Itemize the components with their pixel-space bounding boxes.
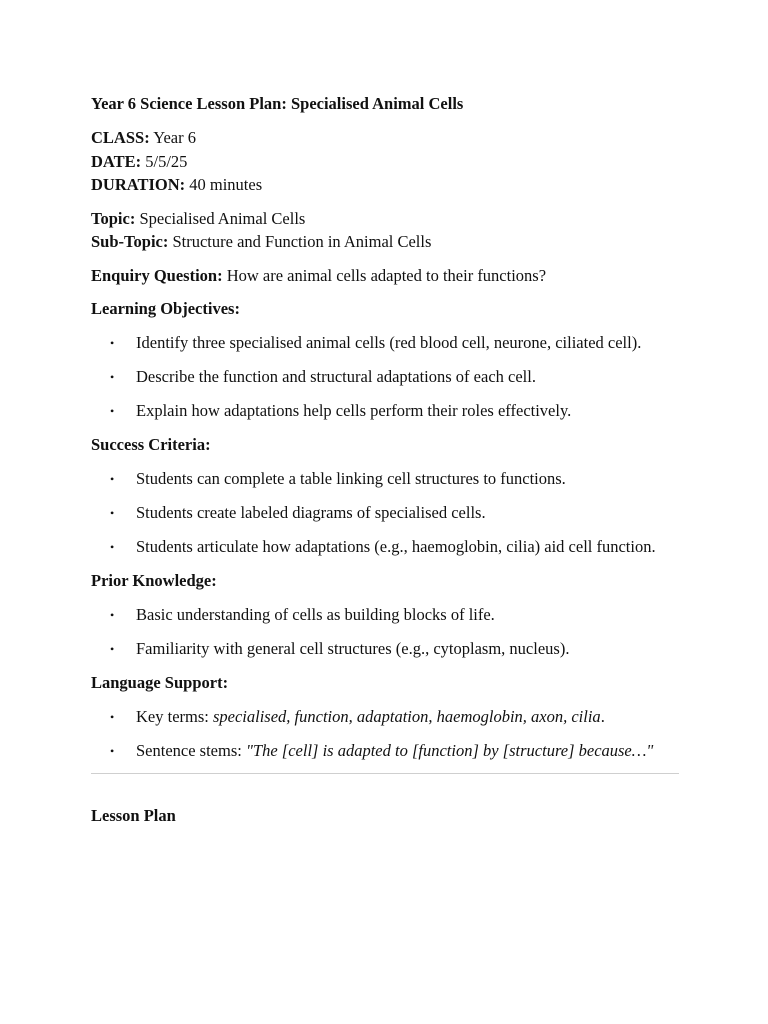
class-label: CLASS: <box>91 128 150 147</box>
learning-objectives-heading: Learning Objectives: <box>91 299 240 318</box>
duration-label: DURATION: <box>91 175 186 194</box>
lesson-plan-heading: Lesson Plan <box>91 806 176 825</box>
bullet-icon: • <box>110 608 115 622</box>
list-item-text: Students articulate how adaptations (e.g., haemoglobin, cilia) aid cell function. <box>136 537 656 556</box>
list-item-text: Basic understanding of cells as building blocks of life. <box>136 605 495 624</box>
duration-value: 40 minutes <box>185 175 263 194</box>
list-item-text: Identify three specialised animal cells (red blood cell, neurone, ciliated cell). <box>136 333 642 352</box>
language-support-heading: Language Support: <box>91 673 229 692</box>
bullet-icon: • <box>110 506 115 520</box>
date-row <box>91 150 679 174</box>
list-item <box>91 535 679 559</box>
date-label: DATE: <box>91 151 142 171</box>
list-item-text: Explain how adaptations help cells perform their roles effectively. <box>136 401 572 420</box>
list-item <box>91 331 679 355</box>
date-value: 5/5/25 <box>141 151 188 171</box>
success-criteria-list <box>91 467 679 559</box>
bullet-icon: • <box>110 472 115 486</box>
subtopic-value: Structure and Function in Animal Cells <box>168 232 432 251</box>
class-info <box>91 126 679 197</box>
list-item <box>91 365 679 389</box>
document-title: Year 6 Science Lesson Plan: Specialised Animal Cells <box>91 94 464 113</box>
class-row <box>91 126 679 150</box>
class-value: Year 6 <box>149 128 196 147</box>
list-item-text: Familiarity with general cell structures (e.g., cytoplasm, nucleus). <box>136 639 570 658</box>
list-item <box>91 399 679 423</box>
enquiry-question <box>91 264 679 288</box>
bullet-icon: • <box>110 370 115 384</box>
lesson-plan-document <box>91 92 679 828</box>
enquiry-label: Enquiry Question: <box>91 265 223 285</box>
prior-knowledge-heading: Prior Knowledge: <box>91 571 217 590</box>
list-item-text: Students create labeled diagrams of specialised cells. <box>136 503 486 522</box>
learning-objectives-list <box>91 331 679 423</box>
bullet-icon: • <box>110 336 115 350</box>
key-terms-end: . <box>600 707 605 726</box>
list-item-key-terms <box>91 705 679 729</box>
bullet-icon: • <box>110 404 115 418</box>
key-terms-label: Key terms: <box>136 707 213 726</box>
subtopic-label: Sub-Topic: <box>91 232 169 251</box>
list-item <box>91 603 679 627</box>
bullet-icon: • <box>110 744 115 758</box>
language-support-list <box>91 705 679 763</box>
list-item <box>91 467 679 491</box>
topic-info <box>91 207 679 254</box>
list-item <box>91 637 679 661</box>
bullet-icon: • <box>110 540 115 554</box>
bullet-icon: • <box>110 710 115 724</box>
prior-knowledge-list <box>91 603 679 661</box>
success-criteria-heading: Success Criteria: <box>91 435 211 454</box>
duration-row <box>91 173 679 197</box>
topic-value: Specialised Animal Cells <box>135 208 306 228</box>
key-terms-value: specialised, function, adaptation, haemoglobin, axon, cilia <box>212 707 601 726</box>
enquiry-value: How are animal cells adapted to their functions? <box>222 265 547 285</box>
topic-row <box>91 207 679 231</box>
list-item-text: Describe the function and structural adaptations of each cell. <box>136 367 536 386</box>
subtopic-row <box>91 230 679 254</box>
sentence-stems-label: Sentence stems: <box>136 741 246 760</box>
sentence-stems-value: "The [cell] is adapted to [function] by [structure] because…" <box>245 741 654 760</box>
list-item-sentence-stems <box>91 739 679 763</box>
list-item <box>91 501 679 525</box>
list-item-text: Students can complete a table linking cell structures to functions. <box>136 469 566 488</box>
bullet-icon: • <box>110 642 115 656</box>
topic-label: Topic: <box>91 208 136 228</box>
section-divider <box>91 773 679 774</box>
